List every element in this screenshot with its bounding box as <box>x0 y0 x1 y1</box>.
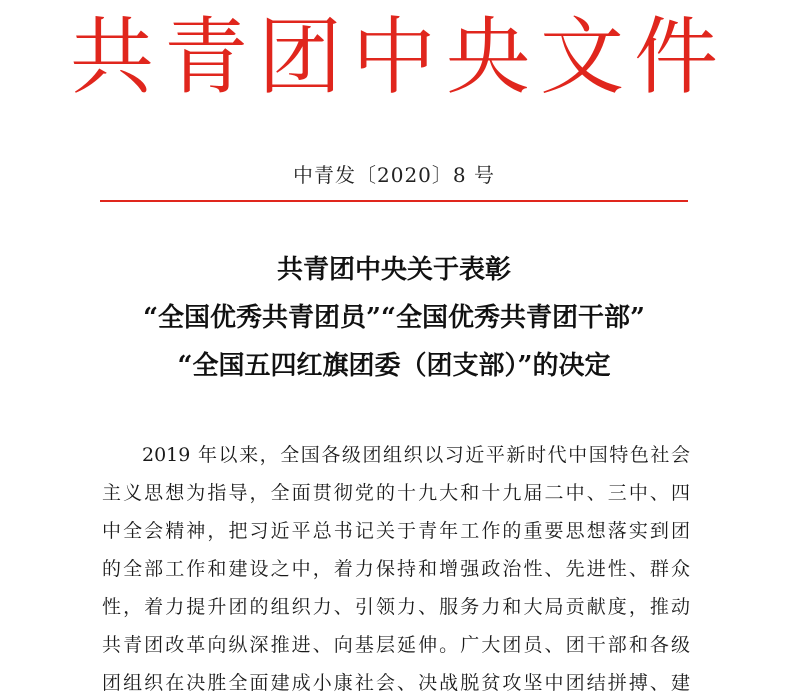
body-line-1: 2019 年以来，全国各级团组织以习近平新时代中国特色社会 <box>142 444 690 466</box>
body-line-3: 中全会精神，把习近平总书记关于青年工作的重要思想落实到团 <box>102 520 690 542</box>
title-line-2: “全国优秀共青团员”“全国优秀共青团干部” <box>143 303 645 333</box>
body-line-4: 的全部工作和建设之中，着力保持和增强政治性、先进性、群众 <box>102 558 690 580</box>
title-line-3: “全国五四红旗团委（团支部）”的决定 <box>177 351 611 381</box>
body-line-5: 性，着力提升团的组织力、引领力、服务力和大局贡献度，推动 <box>102 596 690 618</box>
body-line-2: 主义思想为指导，全面贯彻党的十九大和十九届二中、三中、四 <box>102 482 690 504</box>
masthead-title: 共青团中央文件 <box>69 8 728 106</box>
document-title <box>0 246 788 390</box>
document-number: 中青发〔2020〕8 号 <box>293 163 495 187</box>
body-line-7: 团组织在决胜全面建成小康社会、决战脱贫攻坚中团结拼搏、建 <box>102 672 690 694</box>
body-paragraph <box>102 436 690 700</box>
red-divider-line <box>100 200 688 202</box>
body-line-6: 共青团改革向纵深推进、向基层延伸。广大团员、团干部和各级 <box>102 634 690 656</box>
title-line-1: 共青团中央关于表彰 <box>276 255 511 285</box>
